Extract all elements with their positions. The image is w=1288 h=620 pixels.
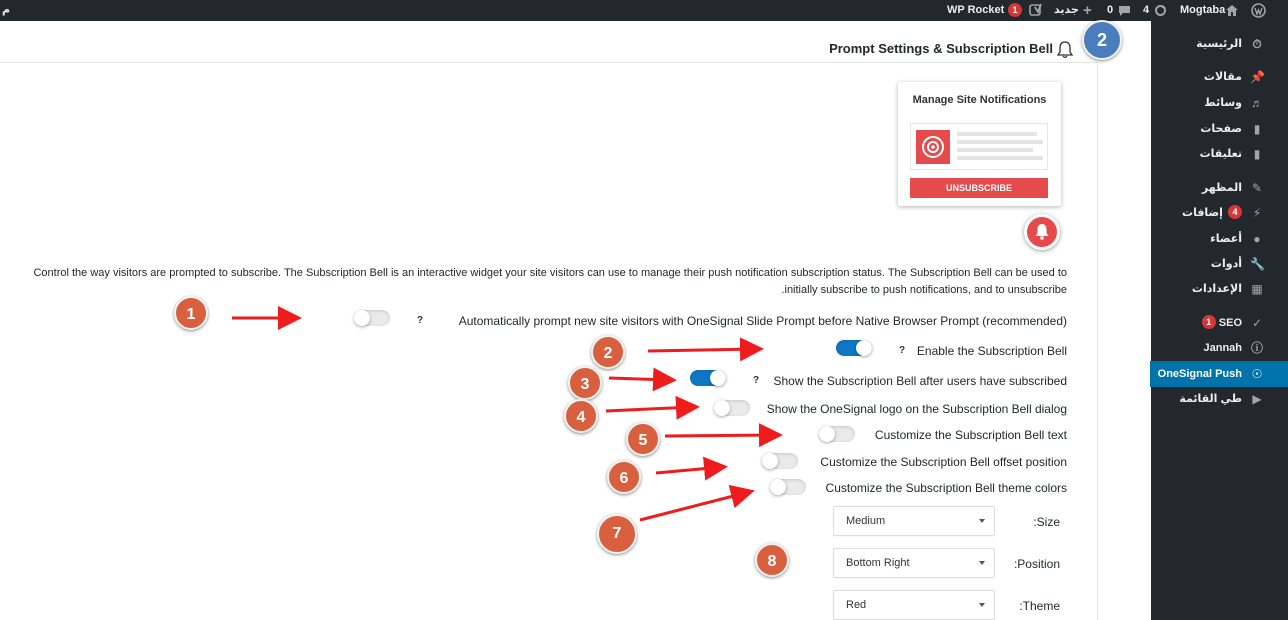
step-marker: 3 [568, 366, 602, 400]
step-marker: 2 [591, 335, 625, 369]
help-icon[interactable]: ? [752, 375, 760, 386]
dashboard-icon: ⏱ [1252, 37, 1262, 51]
toggle-enable-bell[interactable] [836, 340, 872, 356]
collapse-icon: ▶ [1252, 392, 1262, 406]
subscription-bell-preview [898, 82, 1061, 206]
new-content-label[interactable]: جديد [1054, 4, 1079, 16]
position-label: :Position [1013, 557, 1060, 571]
menu-item-label: طي القائمة [1179, 393, 1242, 405]
size-select[interactable] [833, 506, 995, 536]
yoast-badge: 1 [1008, 3, 1022, 17]
wrench-icon: 🔧 [1250, 257, 1265, 271]
brush-icon: ✎ [1251, 181, 1263, 195]
menu-item-media[interactable] [1151, 92, 1264, 114]
position-select-value: Bottom Right [846, 557, 910, 569]
admin-bar-overflow-text: م [2, 4, 11, 16]
toggle-auto-prompt[interactable] [354, 310, 390, 326]
step-marker: 6 [607, 460, 641, 494]
menu-item-settings[interactable] [1151, 278, 1264, 300]
toggle-customize-text[interactable] [819, 426, 855, 442]
menu-item-pages[interactable] [1151, 118, 1264, 140]
option-label-enable-bell: Enable the Subscription Bell [916, 344, 1067, 358]
menu-item-posts[interactable] [1151, 66, 1264, 88]
menu-item-label: أعضاء [1210, 233, 1242, 245]
menu-item-plugins[interactable] [1151, 202, 1264, 224]
menu-item-seo[interactable] [1151, 312, 1264, 334]
menu-item-collapse[interactable] [1151, 388, 1264, 410]
preview-title: Manage Site Notifications [912, 94, 1047, 106]
onesignal-icon: ☉ [1251, 367, 1263, 381]
step-marker: 7 [597, 514, 637, 554]
theme-label: :Theme [1019, 599, 1060, 613]
plugin-icon: ⚡ [1252, 206, 1262, 220]
pin-icon: 📌 [1250, 70, 1265, 84]
toggle-customize-offset[interactable] [762, 453, 798, 469]
help-icon[interactable]: ? [898, 345, 906, 356]
admin-sidebar-menu [1151, 21, 1288, 620]
step-marker: 4 [564, 399, 598, 433]
content-divider [1097, 63, 1098, 620]
menu-item-label: صفحات [1200, 123, 1242, 135]
option-label-show-logo: Show the OneSignal logo on the Subscription Bell dialog [766, 402, 1067, 416]
toggle-show-after-subscribed[interactable] [690, 370, 726, 386]
yoast-icon: ✓ [1251, 316, 1263, 330]
chevron-down-icon [979, 519, 985, 523]
annotation-arrow [640, 492, 749, 520]
option-label-auto-prompt: Automatically prompt new site visitors with OneSignal Slide Prompt before Native Browser Prompt (recommended) [458, 314, 1067, 328]
menu-item-onesignal-push[interactable] [1150, 361, 1288, 387]
annotation-arrow [648, 349, 758, 351]
plus-icon[interactable]: + [1083, 2, 1092, 19]
info-icon: ⓘ [1250, 341, 1263, 355]
site-name[interactable]: Mogtaba [1180, 4, 1226, 16]
page-icon: ▮ [1253, 122, 1261, 136]
step-marker: 8 [755, 543, 789, 577]
step-marker: 1 [174, 296, 208, 330]
menu-item-label: OneSignal Push [1157, 368, 1242, 380]
home-icon[interactable] [1225, 4, 1239, 17]
preview-notification [910, 123, 1048, 170]
toggle-customize-colors[interactable] [770, 479, 806, 495]
header-step-marker: 2 [1082, 20, 1122, 60]
preview-unsubscribe-button: UNSUBSCRIBE [910, 178, 1048, 198]
annotation-arrow [606, 407, 694, 411]
menu-item-appearance[interactable] [1151, 177, 1264, 199]
comment-bubble-icon[interactable] [1118, 4, 1131, 16]
section-title: Prompt Settings & Subscription Bell [829, 41, 1053, 56]
chevron-down-icon [979, 561, 985, 565]
settings-icon: ▦ [1251, 282, 1263, 296]
updates-icon[interactable] [1154, 4, 1167, 17]
option-label-customize-text: Customize the Subscription Bell text [874, 428, 1067, 442]
theme-select[interactable] [833, 590, 995, 620]
menu-item-dashboard[interactable] [1151, 33, 1264, 55]
step-marker: 5 [626, 422, 660, 456]
annotation-arrow [609, 378, 671, 380]
media-icon: ♬ [1251, 96, 1263, 110]
option-label-show-after-subscribed: Show the Subscription Bell after users have subscribed [773, 374, 1067, 388]
position-select[interactable] [833, 548, 995, 578]
preview-text-line [957, 156, 1043, 160]
description-line: initially subscribe to push notifications, and to unsubscribe. [781, 284, 1067, 296]
bell-launcher-icon [1024, 214, 1060, 250]
menu-item-label: SEO [1218, 317, 1242, 329]
option-label-customize-offset: Customize the Subscription Bell offset position [820, 455, 1067, 469]
menu-item-label: الرئيسية [1196, 38, 1242, 50]
chevron-down-icon [979, 603, 985, 607]
plugins-update-badge: 4 [1228, 205, 1242, 219]
bell-icon [1055, 40, 1075, 60]
updates-count[interactable]: 4 [1143, 4, 1150, 16]
annotation-arrow [665, 435, 777, 436]
menu-item-comments[interactable] [1151, 143, 1264, 165]
admin-bar [0, 0, 1288, 21]
menu-item-tools[interactable] [1151, 253, 1264, 275]
size-select-value: Medium [846, 515, 886, 527]
annotation-arrow [656, 467, 722, 473]
menu-item-label: المظهر [1201, 182, 1242, 194]
menu-item-jannah[interactable] [1151, 337, 1264, 359]
onesignal-logo-icon [916, 130, 950, 164]
toggle-show-logo[interactable] [714, 400, 750, 416]
comments-count[interactable]: 0 [1107, 4, 1114, 16]
wordpress-logo-icon[interactable] [1251, 3, 1266, 18]
preview-text-line [957, 148, 1033, 152]
section-description [0, 265, 1067, 299]
preview-text-line [957, 132, 1037, 136]
menu-item-users[interactable] [1151, 228, 1264, 250]
preview-text-line [957, 140, 1043, 144]
yoast-icon[interactable] [1029, 3, 1043, 17]
menu-item-label: أدوات [1210, 258, 1242, 270]
description-line: Control the way visitors are prompted to subscribe. The Subscription Bell is an interactive widget your site visitors can use to manage their push notification subscription status. The Subscription Bell can be used to [33, 267, 1067, 279]
menu-item-label: Jannah [1203, 342, 1242, 354]
menu-item-label: الإعدادات [1191, 283, 1242, 295]
user-icon: ● [1253, 232, 1261, 246]
menu-item-label: تعليقات [1199, 148, 1242, 160]
size-label: :Size [1033, 515, 1060, 529]
seo-badge: 1 [1202, 315, 1216, 329]
section-header [0, 21, 1098, 63]
menu-item-label: وسائط [1204, 97, 1242, 109]
wp-rocket-menu[interactable]: WP Rocket [947, 4, 1005, 16]
option-label-customize-colors: Customize the Subscription Bell theme colors [825, 481, 1067, 495]
menu-item-label: إضافات [1182, 207, 1223, 219]
comment-icon: ▮ [1253, 147, 1261, 161]
help-icon[interactable]: ? [416, 315, 424, 326]
theme-select-value: Red [846, 599, 867, 611]
menu-item-label: مقالات [1203, 71, 1242, 83]
